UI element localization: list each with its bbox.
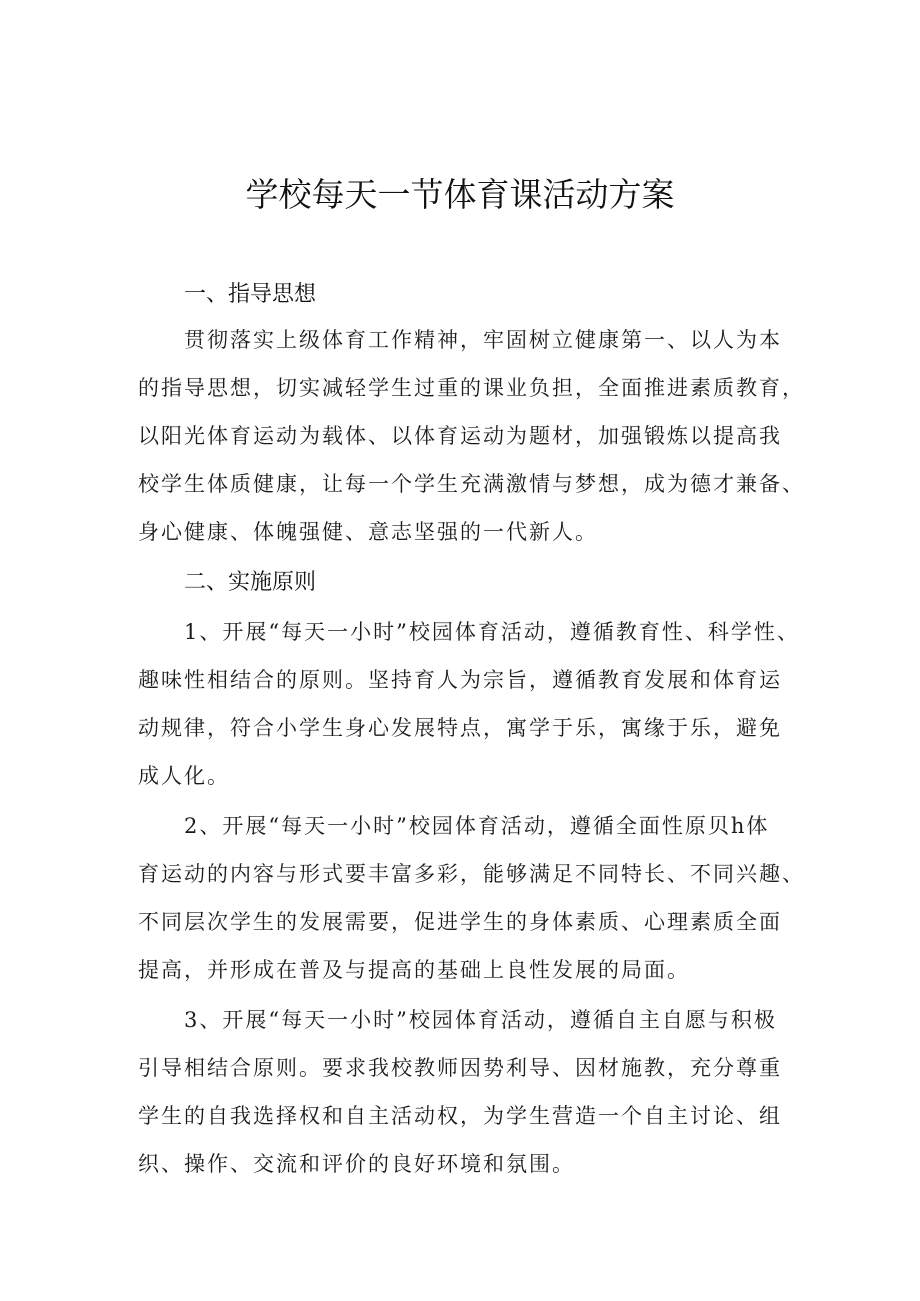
section-heading-guiding-ideology: 一、指导思想: [184, 282, 317, 307]
paragraph-line: 织、操作、交流和评价的良好环境和氛围。: [138, 1152, 575, 1176]
section-heading-principles: 二、实施原则: [184, 570, 317, 595]
paragraph-principle-3: [138, 996, 798, 1188]
paragraph-line: 育运动的内容与形式要丰富多彩，能够满足不同特长、不同兴趣、: [138, 862, 805, 886]
paragraph-line: 学生的自我选择权和自主活动权，为学生营造一个自主讨论、组: [138, 1104, 782, 1128]
paragraph-line: 引导相结合原则。要求我校教师因势利导、因材施教，充分尊重: [138, 1056, 782, 1080]
paragraph-guiding-ideology: [138, 316, 805, 556]
document-title: 学校每天一节体育课活动方案: [245, 175, 675, 214]
paragraph-line: 成人化。: [138, 764, 230, 788]
paragraph-principle-2: [138, 802, 805, 994]
paragraph-line: 身心健康、体魄强健、意志坚强的一代新人。: [138, 520, 598, 544]
paragraph-line: 以阳光体育运动为载体、以体育运动为题材，加强锻炼以提高我: [138, 424, 782, 448]
paragraph-line: 3、开展“每天一小时”校园体育活动，遵循自主自愿与积极: [184, 1008, 777, 1032]
paragraph-line: 校学生体质健康，让每一个学生充满激情与梦想，成为德才兼备、: [138, 472, 805, 496]
paragraph-line: 不同层次学生的发展需要，促进学生的身体素质、心理素质全面: [138, 910, 782, 934]
paragraph-line: 动规律，符合小学生身心发展特点，寓学于乐，寓缘于乐，避免: [138, 716, 782, 740]
paragraph-line: 提高，并形成在普及与提高的基础上良性发展的局面。: [138, 958, 690, 982]
paragraph-line: 1、开展“每天一小时”校园体育活动，遵循教育性、科学性、: [184, 620, 800, 644]
paragraph-line: 贯彻落实上级体育工作精神，牢固树立健康第一、以人为本: [184, 328, 782, 352]
paragraph-principle-1: [138, 608, 798, 800]
paragraph-line: 的指导思想，切实减轻学生过重的课业负担，全面推进素质教育，: [138, 376, 805, 400]
paragraph-line: 2、开展“每天一小时”校园体育活动，遵循全面性原贝h体: [184, 814, 770, 838]
paragraph-line: 趣味性相结合的原则。坚持育人为宗旨，遵循教育发展和体育运: [138, 668, 782, 692]
